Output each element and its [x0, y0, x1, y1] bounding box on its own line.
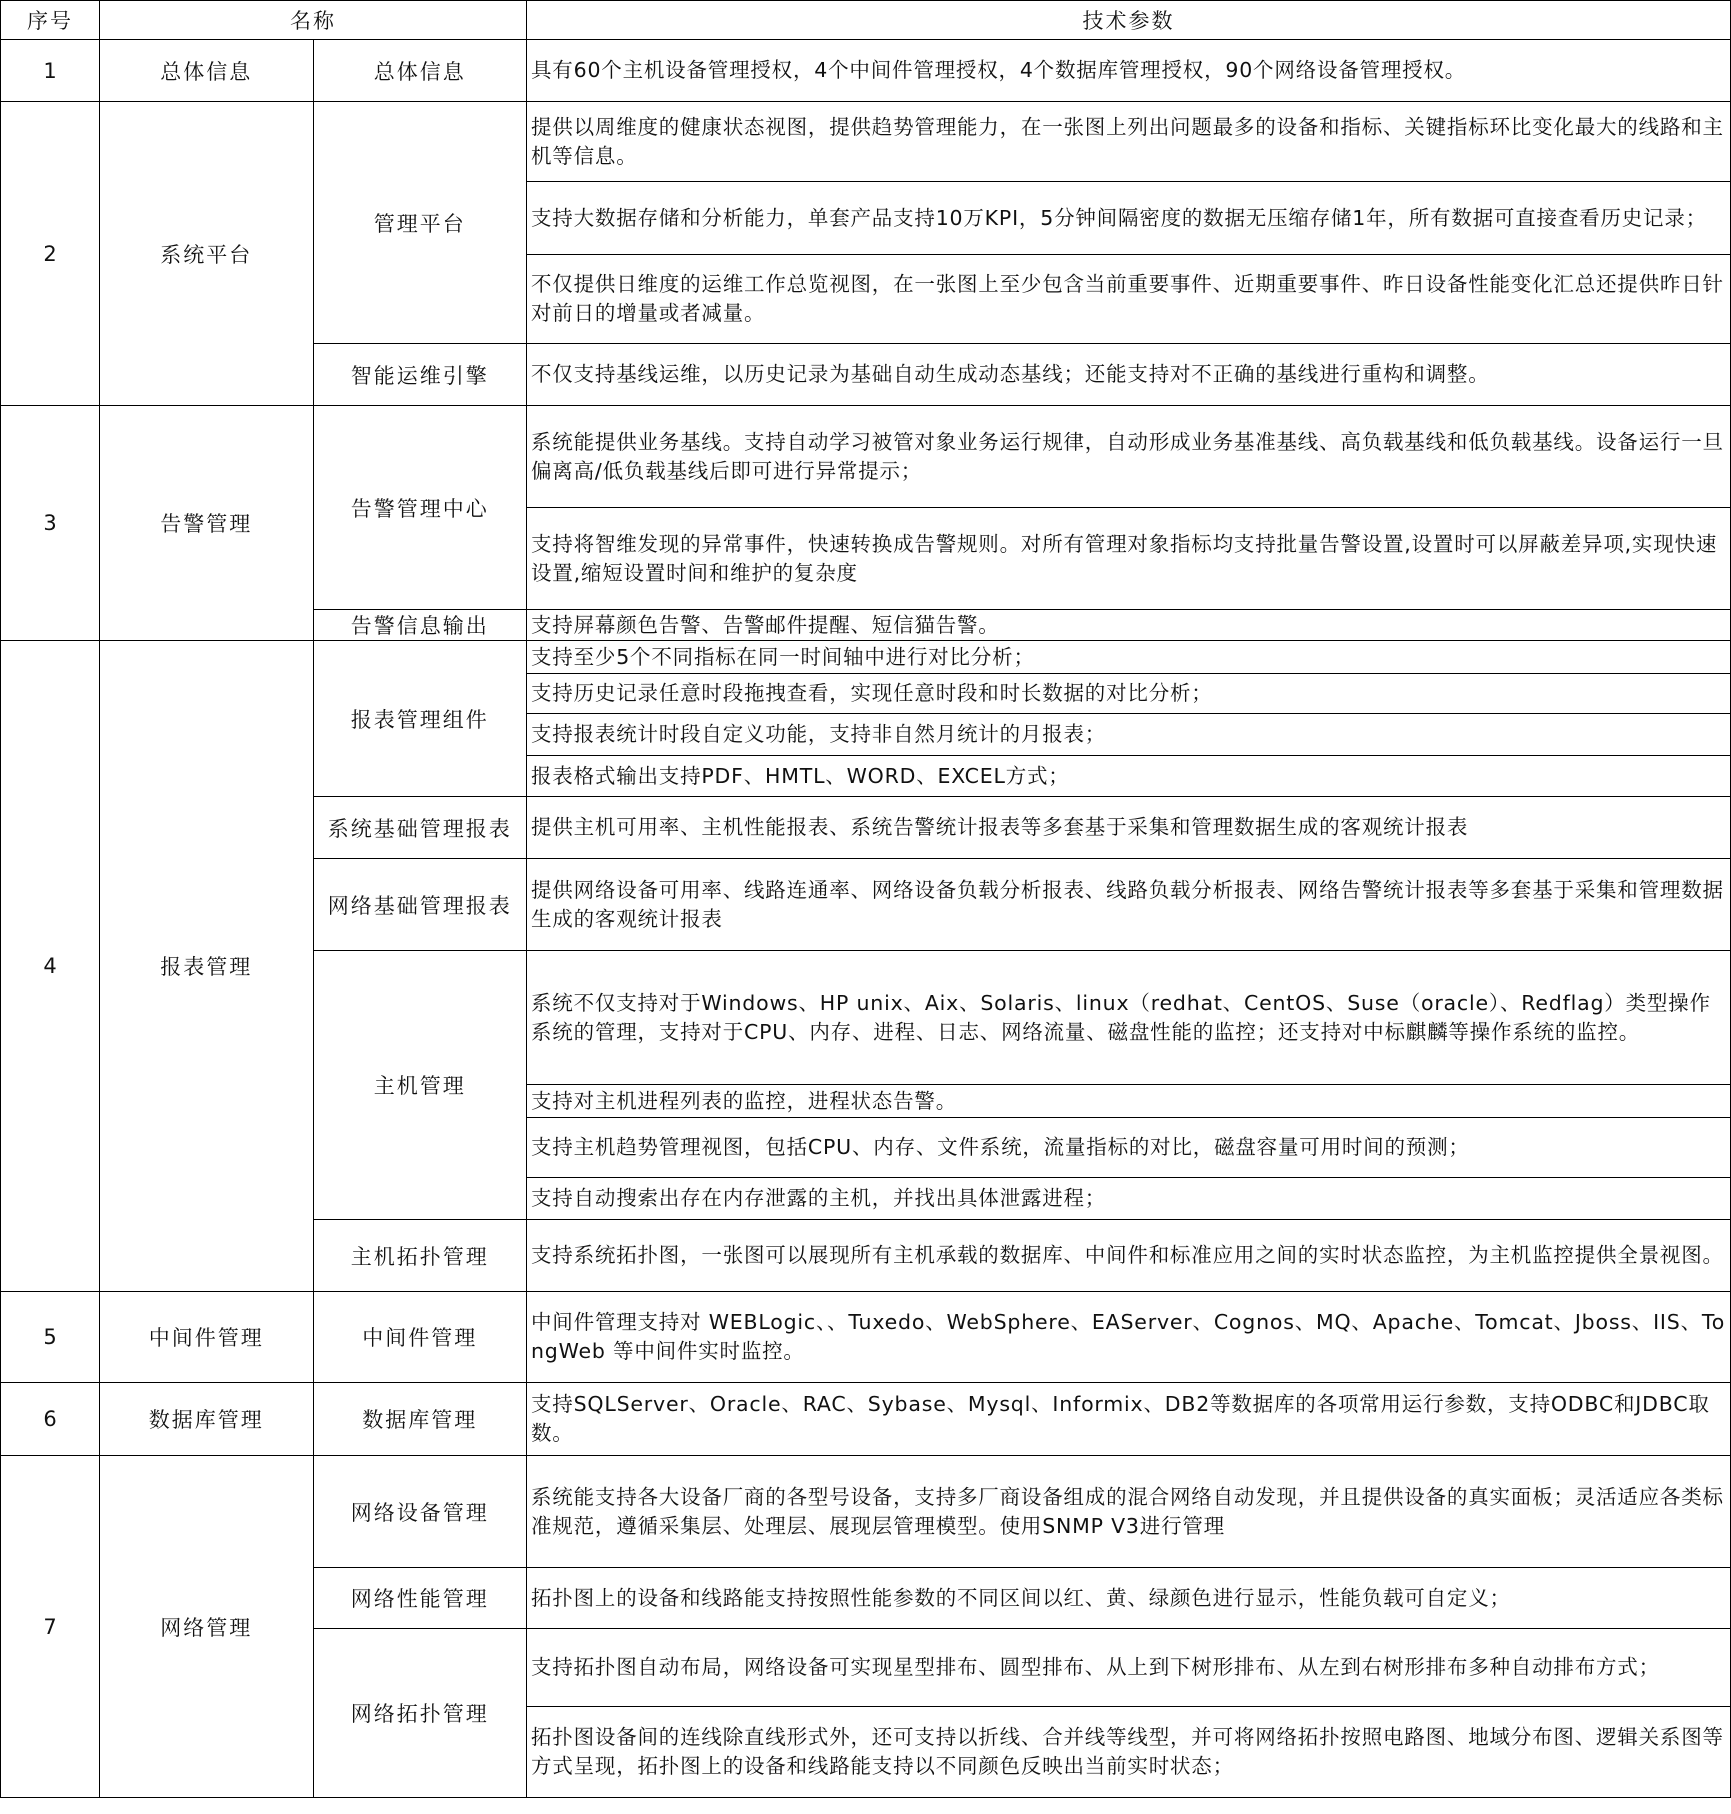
- spec-cell: 具有60个主机设备管理授权，4个中间件管理授权，4个数据库管理授权，90个网络设备管理授权。: [527, 40, 1731, 102]
- spec-cell: 系统不仅支持对于Windows、HP unix、Aix、Solaris、linux（redhat、CentOS、Suse（oracle）、Redflag）类型操作系统的管理，支持对于CPU、内存、进程、日志、网络流量、磁盘性能的监控；还支持对中标麒麟等操作系统的监控。: [527, 951, 1731, 1085]
- spec-cell: 提供网络设备可用率、线路连通率、网络设备负载分析报表、线路负载分析报表、网络告警统计报表等多套基于采集和管理数据生成的客观统计报表: [527, 859, 1731, 951]
- spec-cell: 系统能提供业务基线。支持自动学习被管对象业务运行规律，自动形成业务基准基线、高负载基线和低负载基线。设备运行一旦偏离高/低负载基线后即可进行异常提示；: [527, 406, 1731, 508]
- spec-cell: 报表格式输出支持PDF、HMTL、WORD、EXCEL方式；: [527, 756, 1731, 797]
- row-subcategory: 告警管理中心: [313, 406, 527, 610]
- spec-cell: 支持大数据存储和分析能力，单套产品支持10万KPI，5分钟间隔密度的数据无压缩存储1年，所有数据可直接查看历史记录；: [527, 182, 1731, 255]
- spec-cell: 支持历史记录任意时段拖拽查看，实现任意时段和时长数据的对比分析；: [527, 674, 1731, 714]
- row-subcategory: 智能运维引擎: [313, 344, 527, 406]
- row-num: 5: [1, 1292, 100, 1383]
- row-num: 3: [1, 406, 100, 641]
- spec-cell: 中间件管理支持对 WEBLogic、、Tuxedo、WebSphere、EAServer、Cognos、MQ、Apache、Tomcat、Jboss、IIS、TongWeb 等中间件实时监控。: [527, 1292, 1731, 1383]
- row-subcategory: 网络拓扑管理: [313, 1629, 527, 1798]
- header-spec: 技术参数: [527, 1, 1731, 40]
- spec-cell: 支持对主机进程列表的监控，进程状态告警。: [527, 1085, 1731, 1118]
- row-category: 总体信息: [100, 40, 314, 102]
- row-category: 中间件管理: [100, 1292, 314, 1383]
- spec-cell: 支持屏幕颜色告警、告警邮件提醒、短信猫告警。: [527, 610, 1731, 641]
- spec-cell: 提供主机可用率、主机性能报表、系统告警统计报表等多套基于采集和管理数据生成的客观统计报表: [527, 797, 1731, 859]
- table-row: [1, 406, 1731, 508]
- spec-cell: 提供以周维度的健康状态视图，提供趋势管理能力，在一张图上列出问题最多的设备和指标、关键指标环比变化最大的线路和主机等信息。: [527, 102, 1731, 182]
- row-subcategory: 网络设备管理: [313, 1456, 527, 1568]
- spec-cell: 支持至少5个不同指标在同一时间轴中进行对比分析；: [527, 641, 1731, 674]
- row-subcategory: 系统基础管理报表: [313, 797, 527, 859]
- spec-cell: 拓扑图设备间的连线除直线形式外，还可支持以折线、合并线等线型，并可将网络拓扑按照电路图、地域分布图、逻辑关系图等方式呈现，拓扑图上的设备和线路能支持以不同颜色反映出当前实时状态；: [527, 1707, 1731, 1798]
- header-num: 序号: [1, 1, 100, 40]
- spec-cell: 支持报表统计时段自定义功能，支持非自然月统计的月报表；: [527, 714, 1731, 756]
- header-name: 名称: [100, 1, 527, 40]
- spec-cell: 支持将智维发现的异常事件，快速转换成告警规则。对所有管理对象指标均支持批量告警设置,设置时可以屏蔽差异项,实现快速设置,缩短设置时间和维护的复杂度: [527, 508, 1731, 610]
- row-num: 7: [1, 1456, 100, 1798]
- spec-cell: 支持拓扑图自动布局，网络设备可实现星型排布、圆型排布、从上到下树形排布、从左到右树形排布多种自动排布方式；: [527, 1629, 1731, 1707]
- spec-cell: 支持SQLServer、Oracle、RAC、Sybase、Mysql、Informix、DB2等数据库的各项常用运行参数，支持ODBC和JDBC取数。: [527, 1383, 1731, 1456]
- row-category: 数据库管理: [100, 1383, 314, 1456]
- spec-cell: 不仅提供日维度的运维工作总览视图，在一张图上至少包含当前重要事件、近期重要事件、昨日设备性能变化汇总还提供昨日针对前日的增量或者减量。: [527, 255, 1731, 344]
- row-subcategory: 数据库管理: [313, 1383, 527, 1456]
- row-subcategory: 主机管理: [313, 951, 527, 1220]
- row-category: 系统平台: [100, 102, 314, 406]
- row-num: 4: [1, 641, 100, 1292]
- row-subcategory: 管理平台: [313, 102, 527, 344]
- spec-cell: 支持主机趋势管理视图，包括CPU、内存、文件系统，流量指标的对比，磁盘容量可用时间的预测；: [527, 1118, 1731, 1178]
- table-row: [1, 1383, 1731, 1456]
- row-subcategory: 告警信息输出: [313, 610, 527, 641]
- spec-cell: 不仅支持基线运维，以历史记录为基础自动生成动态基线；还能支持对不正确的基线进行重构和调整。: [527, 344, 1731, 406]
- table-row: [1, 40, 1731, 102]
- row-category: 网络管理: [100, 1456, 314, 1798]
- row-category: 告警管理: [100, 406, 314, 641]
- row-category: 报表管理: [100, 641, 314, 1292]
- row-subcategory: 报表管理组件: [313, 641, 527, 797]
- row-subcategory: 网络性能管理: [313, 1568, 527, 1629]
- table-row: [1, 641, 1731, 674]
- table-row: [1, 1456, 1731, 1568]
- spec-cell: 支持系统拓扑图，一张图可以展现所有主机承载的数据库、中间件和标准应用之间的实时状态监控，为主机监控提供全景视图。: [527, 1220, 1731, 1292]
- table-header-row: [1, 1, 1731, 40]
- row-subcategory: 总体信息: [313, 40, 527, 102]
- row-num: 1: [1, 40, 100, 102]
- row-num: 6: [1, 1383, 100, 1456]
- spec-cell: 拓扑图上的设备和线路能支持按照性能参数的不同区间以红、黄、绿颜色进行显示，性能负载可自定义；: [527, 1568, 1731, 1629]
- row-subcategory: 中间件管理: [313, 1292, 527, 1383]
- spec-cell: 系统能支持各大设备厂商的各型号设备，支持多厂商设备组成的混合网络自动发现，并且提供设备的真实面板；灵活适应各类标准规范，遵循采集层、处理层、展现层管理模型。使用SNMP V3进行管理: [527, 1456, 1731, 1568]
- row-subcategory: 主机拓扑管理: [313, 1220, 527, 1292]
- row-subcategory: 网络基础管理报表: [313, 859, 527, 951]
- row-num: 2: [1, 102, 100, 406]
- table-row: [1, 102, 1731, 182]
- spec-cell: 支持自动搜索出存在内存泄露的主机，并找出具体泄露进程；: [527, 1178, 1731, 1220]
- table-row: [1, 1292, 1731, 1383]
